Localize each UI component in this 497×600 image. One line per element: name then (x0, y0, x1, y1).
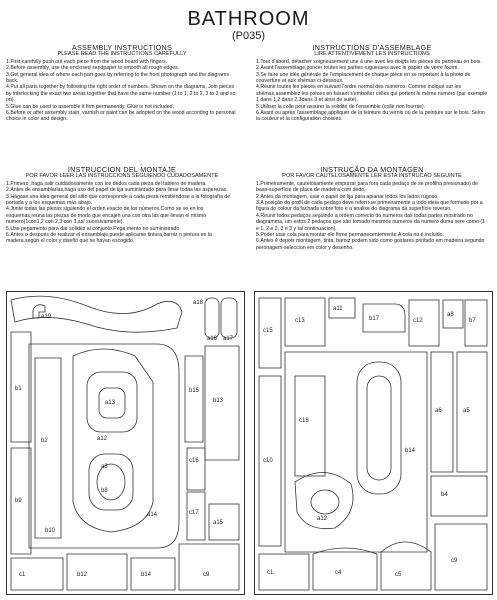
step-en-2: 2.Before assembly, use the enclosed sandpaper to smooth all rough edges. (6, 65, 180, 72)
svg-text:c9: c9 (203, 572, 210, 578)
step-es-1: 1.Primero ,haga salir cuidadosamente con los dedos cada pieza del tablero de madera. (6, 180, 207, 187)
wood-board-right (254, 291, 493, 595)
board-right-diagram (255, 292, 492, 594)
svg-text:b4: b4 (441, 492, 448, 498)
step-pt-2: 2.Antes da montagem, usar o papel de lija para apianar todos los lados rugoso. (256, 193, 439, 200)
step-en-5: 5.Glue can be used to assemble it firm permanently. Glue is not included. (6, 103, 175, 110)
svg-text:a14: a14 (147, 512, 158, 518)
step-es-2: 2.Antes de ensamblarlas,haga uso del papel de lija suministrado para limar todas las asperezas. (6, 187, 228, 194)
svg-text:c10: c10 (263, 458, 273, 464)
subheading-fr: LIRE ATTENTIVEMENT LES INSTRUCTIONS (314, 51, 430, 58)
instructions-fr (256, 45, 488, 123)
svg-text:a17: a17 (223, 336, 234, 342)
step-fr-4: 4.Réunir toutes les pièces en suivant l'ordre normal des numéros. Comme indiqué sur les shémas,assemblez les pièces en faisant s'emboîter celles qui portent le même numéro (par exemple 1 dans 1,2 dans 2,3dans 3 et ainsi de suite). (256, 84, 488, 104)
svg-text:a12: a12 (317, 516, 328, 522)
heading-en: ASSEMBLY INSTRUCTIONS (71, 43, 173, 52)
step-en-1: 1.First,carefully push out each piece from the wood board with fingers. (6, 58, 168, 65)
svg-text:a6: a6 (435, 408, 442, 414)
svg-text:b10: b10 (45, 528, 56, 534)
heading-fr: INSTRUCTIONS D'ASSEMBLAGE (312, 43, 432, 52)
heading-pt: INSTRUÇÃO DA MONTAGEN (320, 165, 424, 174)
step-pt-1: 1.Primeiramente, cautelosamente empurrar para fora cada pedaço de se profilha presionado) de base-superfície de placa de madeira com dedo. (256, 180, 479, 194)
toilet-icon (89, 454, 133, 510)
svg-text:b8: b8 (101, 488, 108, 494)
board-left-diagram (7, 292, 244, 594)
svg-text:a15: a15 (213, 520, 224, 526)
piece-b2 (35, 358, 61, 538)
piece-a19 (11, 296, 182, 332)
piece-c18 (295, 376, 325, 476)
piece-c13 (285, 298, 325, 346)
instructions-es (6, 167, 238, 245)
step-en-3: 3.Get general idea of where each part goes by referring to the front photograph and the diagrams back. (6, 71, 229, 85)
piece-c9 (179, 544, 239, 590)
subheading-pt: POR FAVOR CAUTELOSAMENTE LER ESTA INSTRUCAO SEGUINTE (282, 173, 462, 180)
svg-text:b12: b12 (77, 572, 88, 578)
svg-text:b15: b15 (189, 388, 200, 394)
svg-text:b17: b17 (369, 316, 380, 322)
svg-text:a16: a16 (207, 336, 218, 342)
toilet-icon (381, 542, 431, 590)
wood-board-left (6, 291, 245, 595)
svg-text:b7: b7 (469, 318, 476, 324)
svg-text:a8: a8 (447, 312, 454, 318)
step-en-6: 6.Before or after assembly stain, varnish or paint can be adopted on the wood according to personal choice in color and design. (6, 110, 236, 123)
step-fr-5: 5.Utiliser la colle pour assurer la solidité de l'ensemble (colle non fournie). (256, 103, 426, 110)
bathtub-icon (357, 362, 401, 494)
svg-text:a3: a3 (101, 464, 108, 470)
heading-es: INSTRUCCION DEL MONTAJE (67, 165, 177, 174)
svg-text:c5: c5 (395, 572, 402, 578)
svg-text:a19: a19 (41, 314, 52, 320)
svg-text:c16: c16 (189, 458, 199, 464)
bathtub-icon (73, 349, 153, 532)
svg-text:c13: c13 (295, 318, 305, 324)
piece-c4 (313, 548, 377, 590)
instructions-pt (256, 167, 488, 251)
svg-text:b13: b13 (213, 398, 224, 404)
svg-text:a18: a18 (193, 300, 204, 306)
step-fr-1: 1.Tout d'abord, détacher soigneusement une à une avec les doigts les pièces du panneau en bois. (256, 58, 482, 65)
piece-c16 (187, 448, 205, 490)
svg-text:c17: c17 (189, 510, 199, 516)
svg-text:b9: b9 (15, 498, 22, 504)
step-es-6: 6.Antes o después de realizar el ensamblaje,puede aplicarse tintura,barniz o pintura en la madera,según el color y diseñó que se hayan escogido. (6, 232, 212, 245)
product-code: (P035) (231, 30, 266, 42)
piece-b4 (431, 476, 487, 516)
svg-text:c1: c1 (267, 570, 274, 576)
step-es-5: 5.Use pegamento para dar solidez al conjunto.Pega mento no suministrado. (6, 225, 181, 232)
step-es-3: 3.Hágase una idea general del sitio que corresponde a cada pieza remitiéndose a la fotografía de portada y a los esquemas más abajo. (6, 193, 231, 207)
step-es-4: 4.Junte todas las piezas siguiendo el orden exacto de los números.Como se ve en los esquemas,reúna las piezas de modo que encajen una con otra las que llevan el mismo numero(1con1,2 con 2,3 con 3,así sucesivamente). (6, 206, 207, 226)
step-pt-5: 5.Poder usar cola para montar ele firme permanecentemente.A cola no é incluido. (256, 232, 445, 239)
piece-c17 (187, 492, 205, 540)
svg-text:b14: b14 (141, 572, 152, 578)
step-pt-3: 3.A posição do profil de cada pedaço deve referri-se primeiramente a todo ideia que formado por a figura do colour da fachada sobre foto e a analise do diagrama da superfície reverso. (256, 200, 483, 213)
boat-icon (435, 524, 487, 590)
svg-text:c15: c15 (263, 328, 273, 334)
subheading-en: PLEASE READ THE INSTRUCTIONS CAREFULLY (57, 51, 187, 58)
page-title: BATHROOM (187, 8, 310, 30)
svg-text:b14: b14 (405, 448, 416, 454)
step-fr-6: 6.Avant ou après l'assemblage,appliquer de la teinture du vernis ou de la peinture sur le bois. Selon la couleur et la configuration choisies. (256, 110, 485, 123)
piece-a16 (205, 298, 219, 338)
step-fr-3: 3.Se faire une idée générale de l'emplacement de chaque pièce en se reportant à la photo de couverture et aux shémas ci-dessous. (256, 71, 471, 85)
piece-a17 (221, 298, 237, 338)
piece-b15 (185, 356, 203, 442)
svg-text:c4: c4 (335, 570, 342, 576)
svg-text:c1: c1 (19, 572, 26, 578)
piece-b12 (67, 554, 127, 590)
svg-text:a11: a11 (333, 306, 343, 312)
svg-text:a5: a5 (463, 408, 470, 414)
svg-text:b1: b1 (15, 386, 22, 392)
step-fr-2: 2.Avant l'assemblage,poncer toutes les parties rugueuses avec le papier de verre fourni. (256, 65, 459, 72)
svg-text:c12: c12 (413, 318, 423, 324)
instructions-en (6, 45, 238, 123)
svg-text:a12: a12 (97, 436, 108, 442)
step-en-4: 4.Put all parts together by following the right order of numbers. Shown on the diagrams, Join pieces by interlocking the exact two areas together that have the same number (1 to 1, 2 to 2, 3 to 3 and so on). (6, 84, 236, 104)
step-pt-6: 6.Antes ê depois montagem, tinta, barniz podem sido como gostares printado em madeira segundo peronagem-seleccion em color y desenho. (256, 238, 485, 251)
svg-text:a13: a13 (105, 400, 116, 406)
piece-b14 (131, 558, 175, 590)
svg-text:c9: c9 (451, 558, 458, 564)
subheading-es: POR FAVOR LEER LAS INSTRUCCIONS SEGUIENDO CUDADOSAMENTE (25, 173, 219, 180)
svg-text:b2: b2 (41, 438, 48, 444)
svg-text:c18: c18 (299, 418, 309, 424)
piece-a5 (457, 352, 487, 472)
step-pt-4: 4.Reunir todos pedaços seguindo a ordem correcto do numeros das todas partes mostrado no diagramma, um estos 2 pedaços que são tomado mesmos numeros da numero duma sere como (1 e 1, 2 e 2, 3 e 3 y tal continuacion). (256, 212, 485, 232)
